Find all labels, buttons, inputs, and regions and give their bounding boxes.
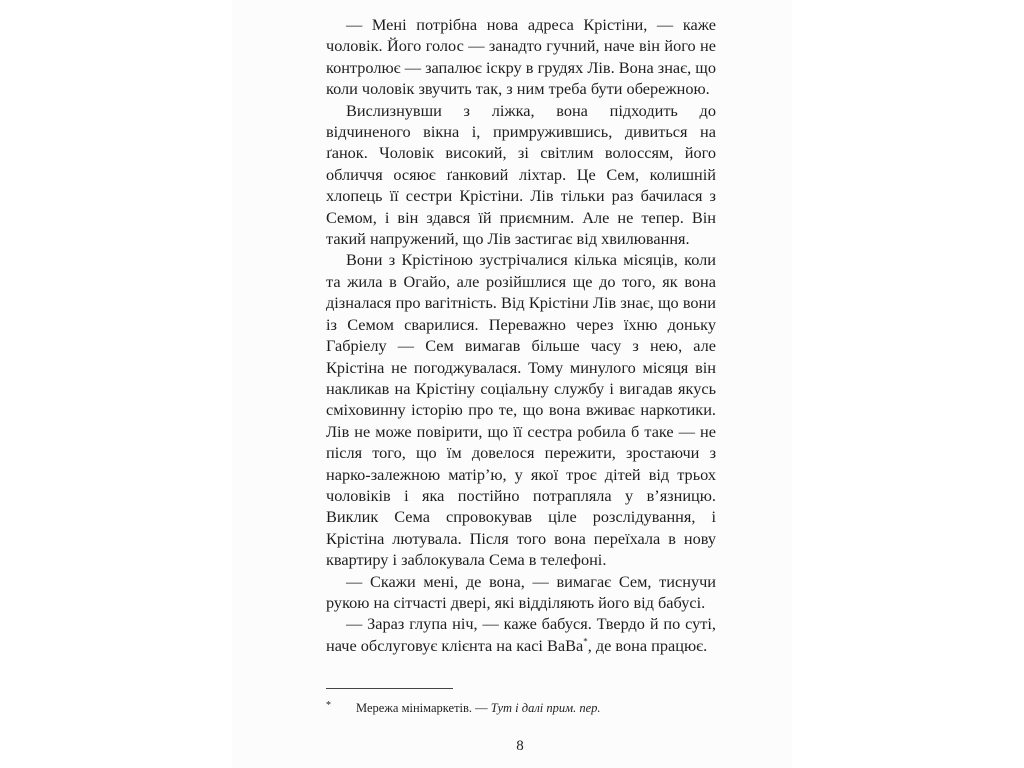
paragraph: [326, 613, 716, 656]
paragraph-text: , де вона працює.: [587, 635, 708, 655]
paragraph: — Мені потрібна нова адреса Крістіни, — каже чоловік. Його голос — занадто гучний, наче він його не контролює — запалює іскру в грудях Лів. Вона знає, що коли чоловік звучить так, з ним треба бути обережною.: [326, 15, 716, 99]
paragraph-text: — Зараз глупа ніч, — каже бабуся. Твердо й по суті, наче обслуговує клієнта на касі ВаВа: [326, 614, 716, 655]
paragraph: Вони з Крістіною зустрічалися кілька місяців, коли та жила в Огайо, але розійшлися ще до того, як вона дізналася про вагітність. Від Крістіни Лів знає, що вони із Семом сварилися. Переважно через їхню доньку Габріелу — Сем вимагав більше часу з нею, але Крістіна не погоджувалася. Тому минулого місяця він накликав на Крістіну соціальну службу і вигадав якусь сміховинну історію про те, що вона вживає наркотики. Лів не може повірити, що її сестра робила б таке — не після того, що їм довелося пережити, зростаючи з нарко-залежною матір’ю, у якої троє дітей від трьох чоловіків і яка постійно потрапляла у в’язницю. Виклик Сема спровокував ціле розслідування, і Крістіна лютувала. Після того вона переїхала в нову квартиру і заблокувала Сема в телефоні.: [326, 250, 716, 570]
footnote-italic-text: Тут і далі прим. пер.: [490, 701, 601, 715]
footnote-divider: [326, 688, 453, 689]
paragraph: — Скажи мені, де вона, — вимагає Сем, тиснучи рукою на сітчасті двері, які відділяють його від бабусі.: [326, 571, 716, 612]
page-body-text: [326, 14, 716, 656]
footnote-reference: *: [583, 636, 588, 647]
paragraph: Вислизнувши з ліжка, вона підходить до відчиненого вікна і, примружившись, дивиться на ґанок. Чоловік високий, зі світлим волоссям, його обличчя осяює ґанковий ліхтар. Це Сем, колишній хлопець її сестри Крістіни. Лів тільки раз бачилася з Семом, і він здався їй приємним. Але не тепер. Він такий напружений, що Лів застигає від хвилювання.: [326, 100, 716, 249]
footnote-text: Мережа мінімаркетів. —: [356, 701, 488, 715]
footnote: [326, 698, 716, 716]
footnote-mark: *: [326, 700, 331, 711]
page-number: 8: [516, 738, 524, 754]
